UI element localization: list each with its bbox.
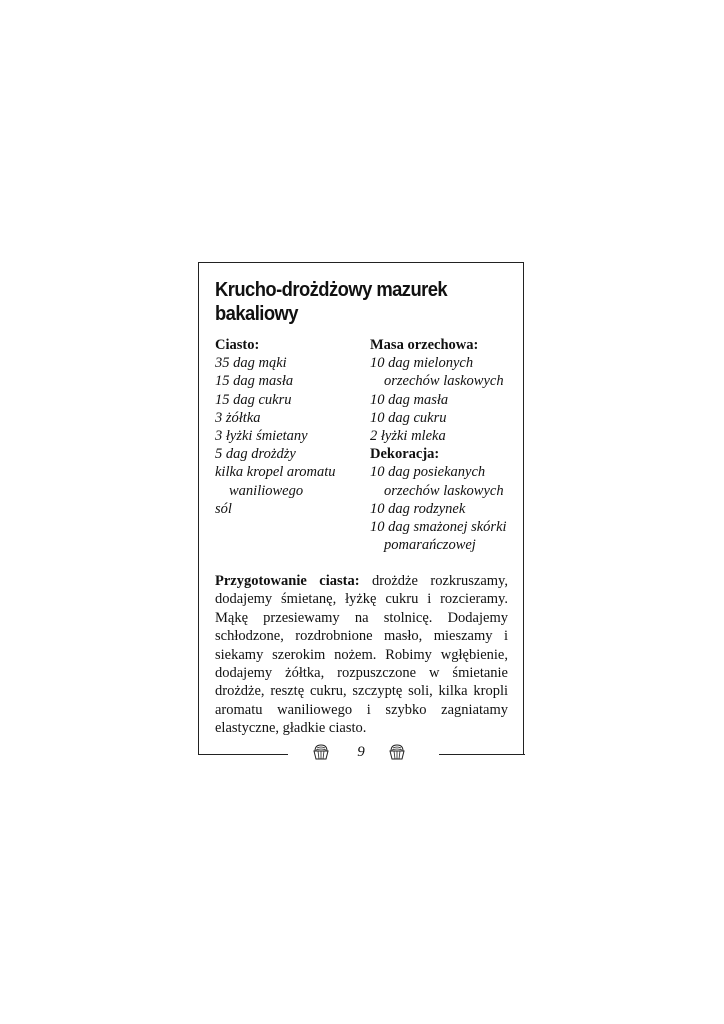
preparation-label: Przygotowanie ciasta: — [215, 573, 360, 589]
cupcake-icon — [312, 742, 330, 762]
page-footer — [198, 740, 525, 770]
footer-rule-right — [439, 754, 525, 755]
ingredient-item: 10 dag masła — [370, 391, 449, 408]
ingredient-item: 10 dag posiekanych — [370, 464, 486, 481]
filling-heading: Masa orzechowa: — [370, 337, 479, 353]
ingredient-item-continued: pomarańczowej — [384, 537, 476, 554]
ingredient-item: sól — [215, 500, 232, 517]
title-line-1: Krucho-drożdżowy mazurek — [215, 279, 448, 301]
ingredient-item: 10 dag mielonych — [370, 355, 474, 372]
preparation-paragraph — [215, 572, 508, 738]
ingredient-item-continued: orzechów laskowych — [384, 482, 504, 499]
ingredient-item: 3 łyżki śmietany — [215, 428, 308, 445]
ingredients-dough — [215, 336, 365, 518]
footer-rule-left — [198, 754, 288, 755]
decoration-heading: Dekoracja: — [370, 446, 440, 463]
ingredient-item: kilka kropel aromatu — [215, 464, 336, 481]
title-line-2: bakaliowy — [215, 303, 298, 325]
preparation-text: drożdże rozkruszamy, dodajemy śmietanę, łyżkę cukru i rozcieramy. Mąkę przesiewamy na stolnicę. Dodajemy schłodzone, rozdrobnione masło, mieszamy i siekamy szerokim nożem. Robimy wgłębienie, dodajemy żółtka, rozpuszczone w śmietanie drożdże, resztę cukru, szczyptę soli, kilka kropli aromatu waniliowego i szybko zagniatamy elastyczne, gładkie ciasto. — [215, 573, 508, 737]
ingredient-item: 10 dag rodzynek — [370, 500, 466, 517]
ingredient-item-continued: orzechów laskowych — [384, 373, 504, 390]
ingredient-item: 5 dag drożdży — [215, 446, 296, 463]
ingredient-item: 2 łyżki mleka — [370, 428, 446, 445]
dough-heading: Ciasto: — [215, 337, 260, 353]
page-number: 9 — [357, 744, 365, 760]
ingredient-item: 15 dag cukru — [215, 391, 292, 408]
ingredient-item-continued: waniliowego — [229, 482, 304, 499]
cupcake-icon — [388, 742, 406, 762]
ingredient-item: 3 żółtka — [215, 409, 261, 426]
ingredient-item: 15 dag masła — [215, 373, 294, 390]
ingredients-filling-decoration — [370, 336, 520, 554]
recipe-title — [215, 278, 491, 326]
ingredient-item: 10 dag smażonej skórki — [370, 519, 507, 536]
ingredient-item: 10 dag cukru — [370, 409, 447, 426]
ingredient-item: 35 dag mąki — [215, 355, 287, 372]
